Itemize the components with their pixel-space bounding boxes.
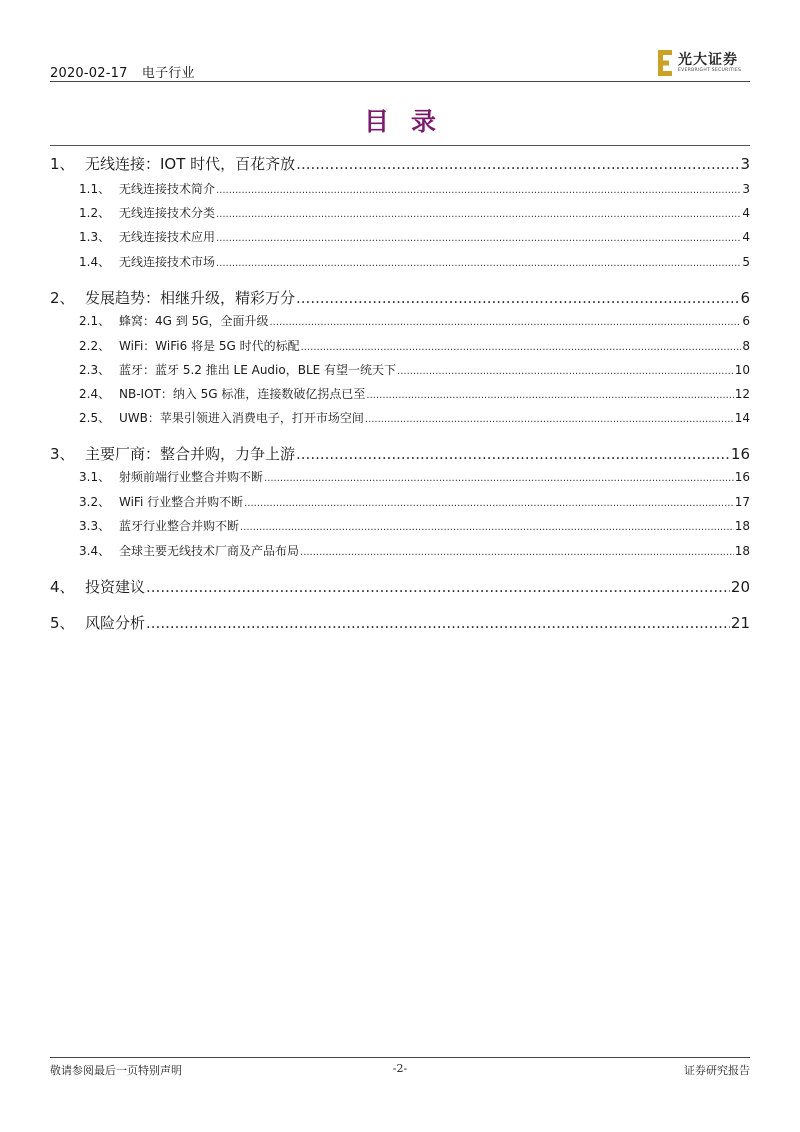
logo-text: 光大证券 xyxy=(678,52,738,68)
toc-chapter-entry[interactable] xyxy=(50,153,750,174)
toc-leader-dots xyxy=(365,414,734,425)
logo-subtext: EVERBRIGHT SECURITIES xyxy=(678,68,742,73)
toc-leader-dots xyxy=(296,155,739,173)
toc-entry-number: 2、 xyxy=(50,289,75,307)
toc-entry-number: 1、 xyxy=(50,155,75,173)
toc-entry-number: 3.4、 xyxy=(79,544,111,558)
toc-entry-title: 全球主要无线技术厂商及产品布局 xyxy=(119,544,300,558)
industry-label: 电子行业 xyxy=(141,66,195,81)
toc-entry-title: 蓝牙：蓝牙 5.2 推出 LE Audio，BLE 有望一统天下 xyxy=(119,363,397,377)
toc-entry-title: 无线连接技术应用 xyxy=(119,230,216,244)
toc-entry-title: 风险分析 xyxy=(85,614,146,632)
toc-title: 目录 xyxy=(363,107,458,136)
toc-entry-number: 2.5、 xyxy=(79,411,111,425)
report-date: 2020-02-17 xyxy=(50,66,128,81)
toc-entry-title: 无线连接技术市场 xyxy=(119,255,216,269)
toc-leader-dots xyxy=(296,445,730,463)
toc-chapter-entry[interactable] xyxy=(50,287,750,308)
toc-leader-dots xyxy=(216,185,741,196)
toc-entry-page: 4 xyxy=(742,230,750,244)
header-info xyxy=(50,62,195,81)
toc-divider xyxy=(50,145,750,146)
toc-entry-number: 2.2、 xyxy=(79,339,111,353)
toc-entry-page: 14 xyxy=(734,411,750,425)
footer-divider xyxy=(50,1057,750,1058)
page-number: -2- xyxy=(392,1062,408,1075)
toc-entry-number: 1.2、 xyxy=(79,206,111,220)
toc-section-entry[interactable] xyxy=(50,517,750,534)
toc-entry-page: 21 xyxy=(730,614,750,632)
toc-entry-page: 5 xyxy=(742,255,750,269)
toc-entry-number: 3.2、 xyxy=(79,495,111,509)
toc-leader-dots xyxy=(146,578,730,596)
toc-entry-title: WiFi：WiFi6 将是 5G 时代的标配 xyxy=(119,339,300,353)
toc-entry-page: 4 xyxy=(742,206,750,220)
toc-entry-number: 1.4、 xyxy=(79,255,111,269)
toc-section-entry[interactable] xyxy=(50,385,750,402)
toc-leader-dots xyxy=(366,390,733,401)
toc-entry-title: 蓝牙行业整合并购不断 xyxy=(119,519,240,533)
header-divider xyxy=(50,81,750,82)
toc-leader-dots xyxy=(216,233,741,244)
toc-leader-dots xyxy=(216,209,741,220)
toc-entry-page: 20 xyxy=(730,578,750,596)
toc-leader-dots xyxy=(270,317,742,328)
toc-entry-title: 主要厂商：整合并购，力争上游 xyxy=(85,445,296,463)
toc-entry-number: 1.1、 xyxy=(79,182,111,196)
toc-section-entry[interactable] xyxy=(50,312,750,329)
toc-entry-page: 18 xyxy=(734,519,750,533)
toc-section-entry[interactable] xyxy=(50,493,750,510)
toc-leader-dots xyxy=(244,498,734,509)
toc-entry-title: UWB：苹果引领进入消费电子，打开市场空间 xyxy=(119,411,364,425)
toc-leader-dots xyxy=(397,366,734,377)
toc-entry-title: 无线连接：IOT 时代，百花齐放 xyxy=(85,155,296,173)
toc-section-entry[interactable] xyxy=(50,337,750,354)
toc-leader-dots xyxy=(296,289,739,307)
toc-entry-number: 2.3、 xyxy=(79,363,111,377)
toc-entry-title: NB-IOT：纳入 5G 标准，连接数破亿拐点已至 xyxy=(119,387,366,401)
toc-entry-page: 12 xyxy=(734,387,750,401)
toc-entry-page: 17 xyxy=(734,495,750,509)
toc-leader-dots xyxy=(300,547,734,558)
toc-chapter-entry[interactable] xyxy=(50,443,750,464)
disclaimer-note: 敬请参阅最后一页特别声明 xyxy=(50,1064,182,1077)
page-header xyxy=(50,52,750,81)
toc-section-entry[interactable] xyxy=(50,409,750,426)
toc-entry-title: 投资建议 xyxy=(85,578,146,596)
toc-entry-number: 2.1、 xyxy=(79,314,111,328)
toc-section-entry[interactable] xyxy=(50,228,750,245)
toc-chapter-entry[interactable] xyxy=(50,576,750,597)
toc-entry-page: 18 xyxy=(734,544,750,558)
toc-entry-title: WiFi 行业整合并购不断 xyxy=(119,495,244,509)
toc-leader-dots xyxy=(264,473,734,484)
logo-e-icon xyxy=(658,50,674,76)
toc-section-entry[interactable] xyxy=(50,180,750,197)
toc-entry-page: 6 xyxy=(740,289,750,307)
toc-entry-page: 10 xyxy=(734,363,750,377)
toc-entry-number: 1.3、 xyxy=(79,230,111,244)
toc-entry-number: 2.4、 xyxy=(79,387,111,401)
toc-entry-title: 蜂窝：4G 到 5G，全面升级 xyxy=(119,314,269,328)
toc-section-entry[interactable] xyxy=(50,468,750,485)
toc-section-entry[interactable] xyxy=(50,542,750,559)
toc-entry-title: 无线连接技术简介 xyxy=(119,182,216,196)
toc-entry-title: 发展趋势：相继升级，精彩万分 xyxy=(85,289,296,307)
toc-entry-page: 6 xyxy=(742,314,750,328)
toc-entry-page: 3 xyxy=(742,182,750,196)
toc-section-entry[interactable] xyxy=(50,204,750,221)
toc-entry-number: 3.1、 xyxy=(79,470,111,484)
toc-entry-page: 3 xyxy=(740,155,750,173)
toc-entry-page: 8 xyxy=(742,339,750,353)
toc-entry-page: 16 xyxy=(734,470,750,484)
toc-chapter-entry[interactable] xyxy=(50,612,750,633)
toc-entry-number: 3、 xyxy=(50,445,75,463)
toc-entry-title: 射频前端行业整合并购不断 xyxy=(119,470,264,484)
toc-leader-dots xyxy=(216,258,741,269)
company-logo xyxy=(658,50,748,80)
toc-entry-number: 3.3、 xyxy=(79,519,111,533)
toc-section-entry[interactable] xyxy=(50,253,750,270)
report-type: 证券研究报告 xyxy=(684,1064,750,1077)
toc-entry-number: 4、 xyxy=(50,578,75,596)
toc-leader-dots xyxy=(240,522,734,533)
toc-entry-title: 无线连接技术分类 xyxy=(119,206,216,220)
toc-leader-dots xyxy=(301,342,742,353)
toc-leader-dots xyxy=(146,614,730,632)
toc-section-entry[interactable] xyxy=(50,361,750,378)
toc-entry-page: 16 xyxy=(730,445,750,463)
toc-entry-number: 5、 xyxy=(50,614,75,632)
